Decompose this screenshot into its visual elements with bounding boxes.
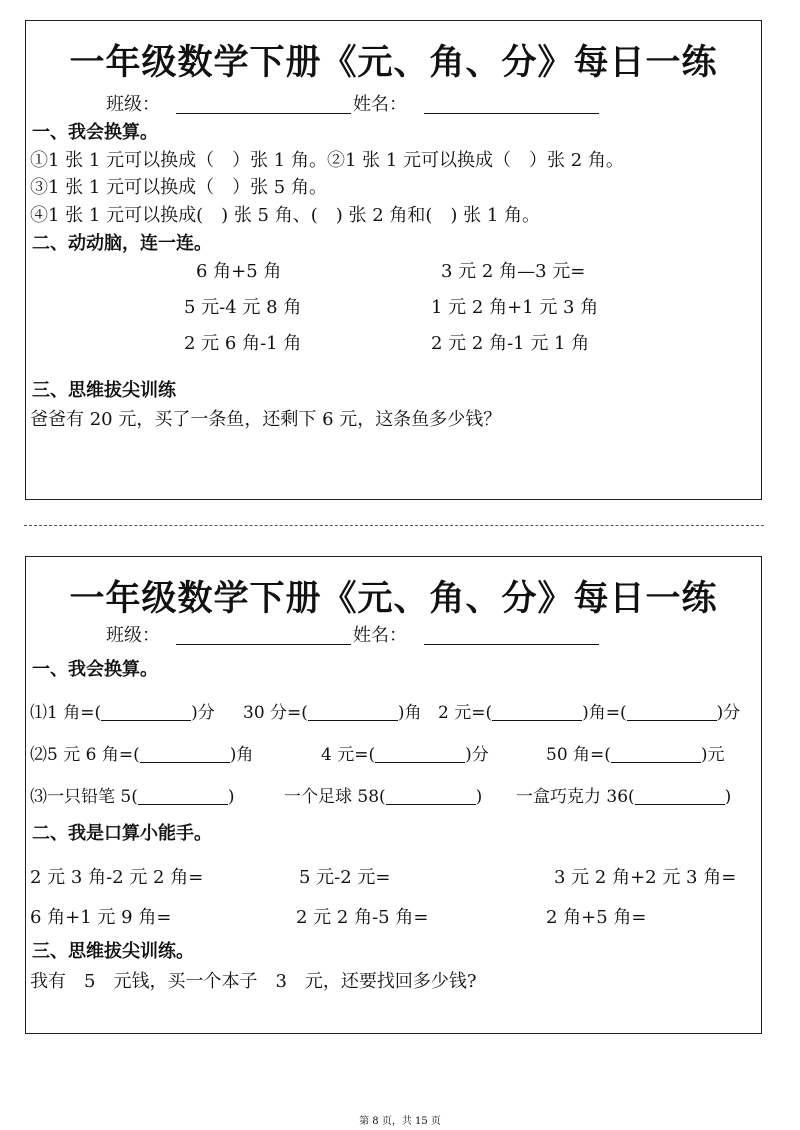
arithmetic-item: 2 元 3 角-2 元 2 角=: [30, 867, 204, 888]
answer-blank[interactable]: [375, 745, 465, 763]
conversion-text: 50 角=(: [546, 745, 611, 765]
conversion-row: [30, 745, 253, 764]
class-field[interactable]: [176, 627, 351, 646]
class-field[interactable]: [176, 96, 351, 115]
conversion-text: ): [475, 787, 483, 807]
conversion-row: [546, 745, 725, 764]
question-3: ④1 张 1 元可以换成( ) 张 5 角、( ) 张 2 角和( ) 张 1 角。: [30, 205, 541, 226]
conversion-text: ⑴1 角=(: [30, 703, 102, 723]
conversion-text: )分: [465, 745, 489, 765]
conversion-row: [321, 745, 489, 764]
page-number: 第 8 页，共 15 页: [359, 1116, 441, 1127]
arithmetic-item: 2 元 2 角-5 角=: [296, 907, 429, 928]
conversion-row: [30, 703, 215, 722]
arithmetic-item: 2 角+5 角=: [546, 907, 647, 928]
conversion-text: )角=(: [582, 703, 627, 723]
conversion-text: )元: [700, 745, 725, 765]
match-left-item[interactable]: 2 元 6 角-1 角: [184, 333, 302, 354]
conversion-text: 2 元=(: [438, 703, 493, 723]
match-left-item[interactable]: 5 元-4 元 8 角: [184, 297, 302, 318]
conversion-row: [284, 787, 482, 806]
answer-blank[interactable]: [308, 703, 398, 721]
conversion-text: 4 元=(: [321, 745, 376, 765]
conversion-text: 一盒巧克力 36(: [516, 787, 635, 807]
answer-blank[interactable]: [140, 745, 230, 763]
conversion-text: )角: [229, 745, 254, 765]
conversion-text: ): [724, 787, 732, 807]
section-heading: 三、思维拔尖训练。: [32, 941, 194, 962]
answer-blank[interactable]: [627, 703, 717, 721]
arithmetic-item: 5 元-2 元=: [299, 867, 391, 888]
answer-blank[interactable]: [611, 745, 701, 763]
name-label: 姓名：: [353, 94, 407, 115]
conversion-text: 一个足球 58(: [284, 787, 386, 807]
answer-blank[interactable]: [386, 787, 476, 805]
question-1: ①1 张 1 元可以换成（ ）张 1 角。②1 张 1 元可以换成（ ）张 2 角。: [30, 150, 624, 171]
worksheet-1: [25, 20, 762, 500]
cut-line: [24, 525, 764, 526]
conversion-text: 30 分=(: [243, 703, 308, 723]
conversion-row: [438, 703, 740, 722]
answer-blank[interactable]: [635, 787, 725, 805]
match-right-item[interactable]: 3 元 2 角—3 元=: [441, 261, 586, 282]
question-2: ③1 张 1 元可以换成（ ）张 5 角。: [30, 177, 327, 198]
class-label: 班级：: [106, 94, 160, 115]
section-heading: 二、动动脑，连一连。: [32, 233, 212, 254]
answer-blank[interactable]: [138, 787, 228, 805]
answer-blank[interactable]: [492, 703, 582, 721]
conversion-text: ): [227, 787, 235, 807]
conversion-text: )分: [191, 703, 215, 723]
worksheet-title: 一年级数学下册《元、角、分》每日一练: [69, 43, 718, 83]
worksheet-2: [25, 556, 762, 1034]
answer-blank[interactable]: [101, 703, 191, 721]
conversion-row: [243, 703, 422, 722]
class-label: 班级：: [106, 625, 160, 646]
name-field[interactable]: [424, 627, 599, 646]
match-right-item[interactable]: 1 元 2 角+1 元 3 角: [431, 297, 599, 318]
section-heading: 三、思维拔尖训练: [32, 380, 176, 401]
conversion-text: ⑶一只铅笔 5(: [30, 787, 138, 807]
section-heading: 一、我会换算。: [32, 659, 158, 680]
match-left-item[interactable]: 6 角+5 角: [196, 261, 282, 282]
word-problem: 爸爸有 20 元，买了一条鱼，还剩下 6 元，这条鱼多少钱？: [30, 409, 502, 430]
arithmetic-item: 3 元 2 角+2 元 3 角=: [554, 867, 737, 888]
match-right-item[interactable]: 2 元 2 角-1 元 1 角: [431, 333, 590, 354]
worksheet-title: 一年级数学下册《元、角、分》每日一练: [69, 579, 718, 619]
conversion-text: ⑵5 元 6 角=(: [30, 745, 140, 765]
name-label: 姓名：: [353, 625, 407, 646]
name-field[interactable]: [424, 96, 599, 115]
arithmetic-item: 6 角+1 元 9 角=: [30, 907, 172, 928]
conversion-row: [516, 787, 731, 806]
word-problem: 我有 5 元钱，买一个本子 3 元，还要找回多少钱?: [30, 971, 477, 992]
conversion-row: [30, 787, 235, 806]
section-heading: 二、我是口算小能手。: [32, 823, 212, 844]
conversion-text: )分: [716, 703, 741, 723]
conversion-text: )角: [397, 703, 422, 723]
section-heading: 一、我会换算。: [32, 122, 158, 143]
